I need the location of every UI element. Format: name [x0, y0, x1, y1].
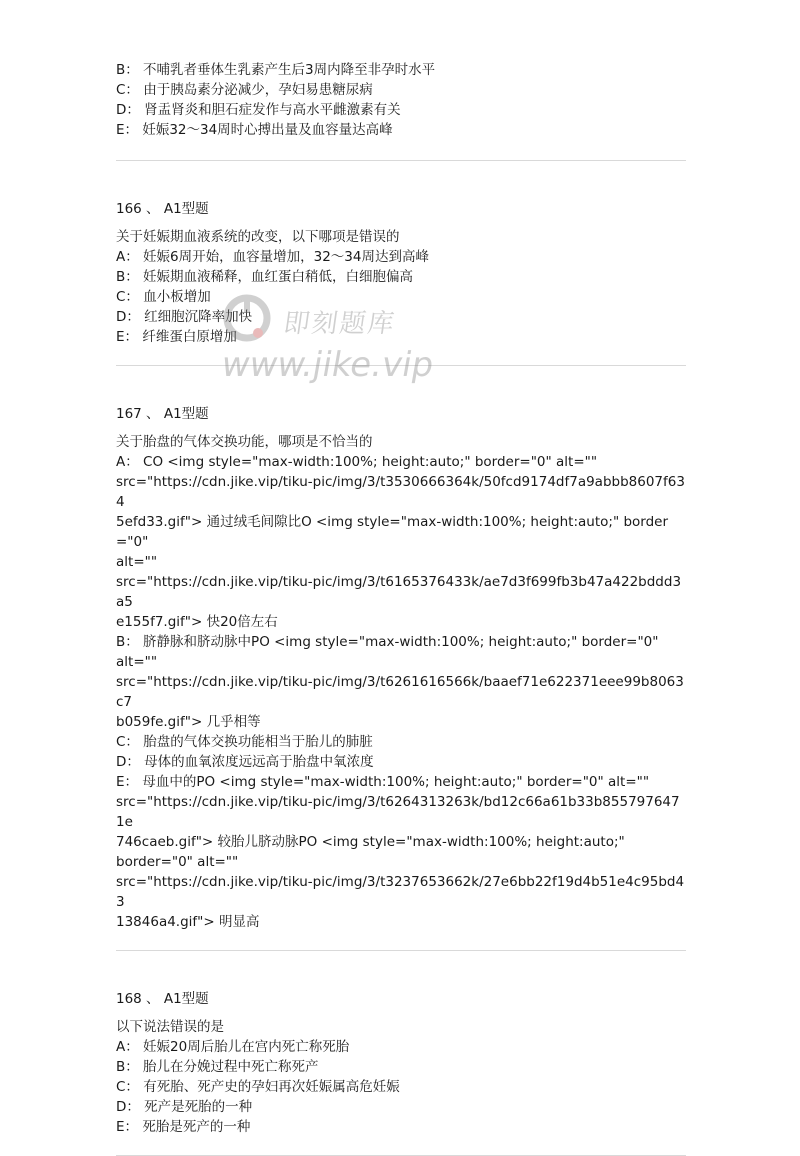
question-header: 168 、 A1型题: [116, 991, 209, 1007]
option-b: B： 妊娠期血液稀释，血红蛋白稍低，白细胞偏高: [116, 269, 414, 285]
option-c: C： 有死胎、死产史的孕妇再次妊娠属高危妊娠: [116, 1079, 400, 1095]
option-e: E： 妊娠32～34周时心搏出量及血容量达高峰: [116, 122, 393, 138]
question-168: [116, 989, 686, 1137]
option-a: A： 妊娠20周后胎儿在宫内死亡称死胎: [116, 1039, 350, 1055]
option-b: B： 不哺乳者垂体生乳素产生后3周内降至非孕时水平: [116, 62, 436, 78]
option-a: A： CO <img style="max-width:100%; height:auto;" border="0" alt="" src="https://cdn.jike.vip/tiku-pic/img/3/t3530666364k/50fcd9174df7a9abbb8607f634 5efd33.gif"> 通过绒毛间隙比O <img style="max-width:100%; height:auto;" border="0" alt="" src="https://cdn.jike.vip/tiku-pic/img/3/t6165376433k/ae7d3f699fb3b47a422bddd3a5 e155f7.gif"> 快20倍左右: [116, 454, 685, 630]
option-d: D： 母体的血氧浓度远远高于胎盘中氧浓度: [116, 754, 374, 770]
watermark-cn: 即刻题库: [281, 309, 398, 339]
question-167: [116, 404, 686, 932]
question-stem: 以下说法错误的是: [116, 1019, 224, 1035]
document-page: [116, 60, 686, 1156]
option-a: A： 妊娠6周开始，血容量增加，32～34周达到高峰: [116, 249, 429, 265]
option-d: D： 死产是死胎的一种: [116, 1099, 253, 1115]
option-d: D： 红细胞沉降率加快: [116, 309, 253, 325]
question-166: [116, 199, 686, 347]
prev-question-options: [116, 60, 686, 140]
option-c: C： 胎盘的气体交换功能相当于胎儿的肺脏: [116, 734, 373, 750]
option-c: C： 血小板增加: [116, 289, 211, 305]
option-c: C： 由于胰岛素分泌减少，孕妇易患糖尿病: [116, 82, 373, 98]
option-e: E： 母血中的PO <img style="max-width:100%; height:auto;" border="0" alt="" src="https://cdn.jike.vip/tiku-pic/img/3/t6264313263k/bd12c66a61b33b8557976471e 746caeb.gif"> 较胎儿脐动脉PO <img style="max-width:100%; height:auto;" border="0" alt="" src="https://cdn.jike.vip/tiku-pic/img/3/t3237653662k/27e6bb22f19d4b51e4c95bd43 13846a4.gif"> 明显高: [116, 774, 685, 930]
option-b: B： 脐静脉和脐动脉中PO <img style="max-width:100%; height:auto;" border="0" alt="" src="https://cdn.jike.vip/tiku-pic/img/3/t6261616566k/baaef71e622371eee99b8063c7 b059fe.gif"> 几乎相等: [116, 634, 684, 730]
question-stem: 关于妊娠期血液系统的改变，以下哪项是错误的: [116, 229, 400, 245]
question-header: 167 、 A1型题: [116, 406, 209, 422]
watermark-url: www.jike.vip: [218, 345, 437, 385]
option-e: E： 纤维蛋白原增加: [116, 329, 237, 345]
question-stem: 关于胎盘的气体交换功能，哪项是不恰当的: [116, 434, 373, 450]
option-d: D： 肾盂肾炎和胆石症发作与高水平雌激素有关: [116, 102, 401, 118]
option-e: E： 死胎是死产的一种: [116, 1119, 251, 1135]
question-header: 166 、 A1型题: [116, 201, 209, 217]
option-b: B： 胎儿在分娩过程中死亡称死产: [116, 1059, 319, 1075]
